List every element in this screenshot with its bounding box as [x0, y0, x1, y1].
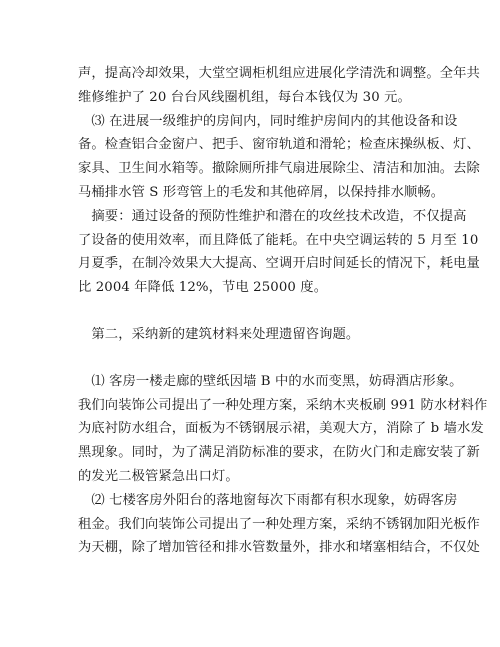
text-line: ⑶ 在进展一级维护的房间内，同时维护房间内的其他设备和设: [78, 113, 458, 129]
text-line: 了设备的使用效率，而且降低了能耗。在中央空调运转的 5 月至 10: [78, 232, 479, 248]
paragraph-section-heading-second: [78, 323, 430, 347]
text-line: 家具、卫生间水箱等。撤除厕所排气扇进展除尘、清洁和加油。去除: [78, 161, 480, 177]
text-line: 黑现象。同时，为了满足消防标准的要求，在防火门和走廊安装了新: [78, 445, 480, 461]
text-line: 为底衬防水组合，面板为不锈钢展示裙，美观大方，消除了 b 墙水发: [78, 421, 484, 437]
text-line: 比 2004 年降低 12%，节电 25000 度。: [78, 280, 328, 296]
text-line: 为天棚，除了增加管径和排水管数量外，排水和堵塞相结合，不仅处: [78, 540, 480, 556]
text-line: 声，提高冷却效果，大堂空调柜机组应进展化学清洗和调整。全年共: [78, 66, 480, 81]
text-line: 马桶排水管 S 形弯管上的毛发和其他碎屑，以保持排水顺畅。: [78, 184, 445, 200]
text-line: 我们向装饰公司提出了一种处理方案，采纳木夹板刷 991 防水材料作: [78, 397, 488, 413]
paragraph-item-3-room-maintenance: [78, 110, 480, 205]
text-line: 租金。我们向装饰公司提出了一种处理方案，采纳不锈钢加阳光板作: [78, 516, 480, 532]
document-page: [78, 62, 488, 560]
text-line: ⑴ 客房一楼走廊的壁纸因墙 B 中的水而变黑，妨碍酒店形象。: [78, 373, 463, 389]
section-heading: 第二，采纳新的建筑材料来处理遗留咨询题。: [78, 326, 360, 342]
text-line: 的发光二极管紧急出口灯。: [78, 468, 239, 484]
text-line: 摘要：通过设备的预防性维护和潜在的攻丝技术改造，不仅提高: [78, 208, 467, 224]
paragraph-gap: [78, 300, 430, 323]
text-line: 备。检查铝合金窗户、把手、窗帘轨道和滑轮；检查床操纵板、灯、: [78, 137, 480, 153]
paragraph-summary: [78, 205, 480, 300]
paragraph-ac-maintenance: [78, 62, 480, 110]
paragraph-item-2-balcony-window: [78, 489, 480, 560]
paragraph-gap: [78, 347, 430, 370]
text-line: 维修维护了 20 台台风线圈机组，每台本钱仅为 30 元。: [78, 89, 411, 105]
text-line: ⑵ 七楼客房外阳台的落地窗每次下雨都有积水现象，妨碍客房: [78, 492, 458, 508]
text-line: 月夏季，在制冷效果大大提高、空调开启时间延长的情况下，耗电量: [78, 256, 480, 272]
paragraph-item-1-corridor-wallpaper: [78, 370, 488, 489]
